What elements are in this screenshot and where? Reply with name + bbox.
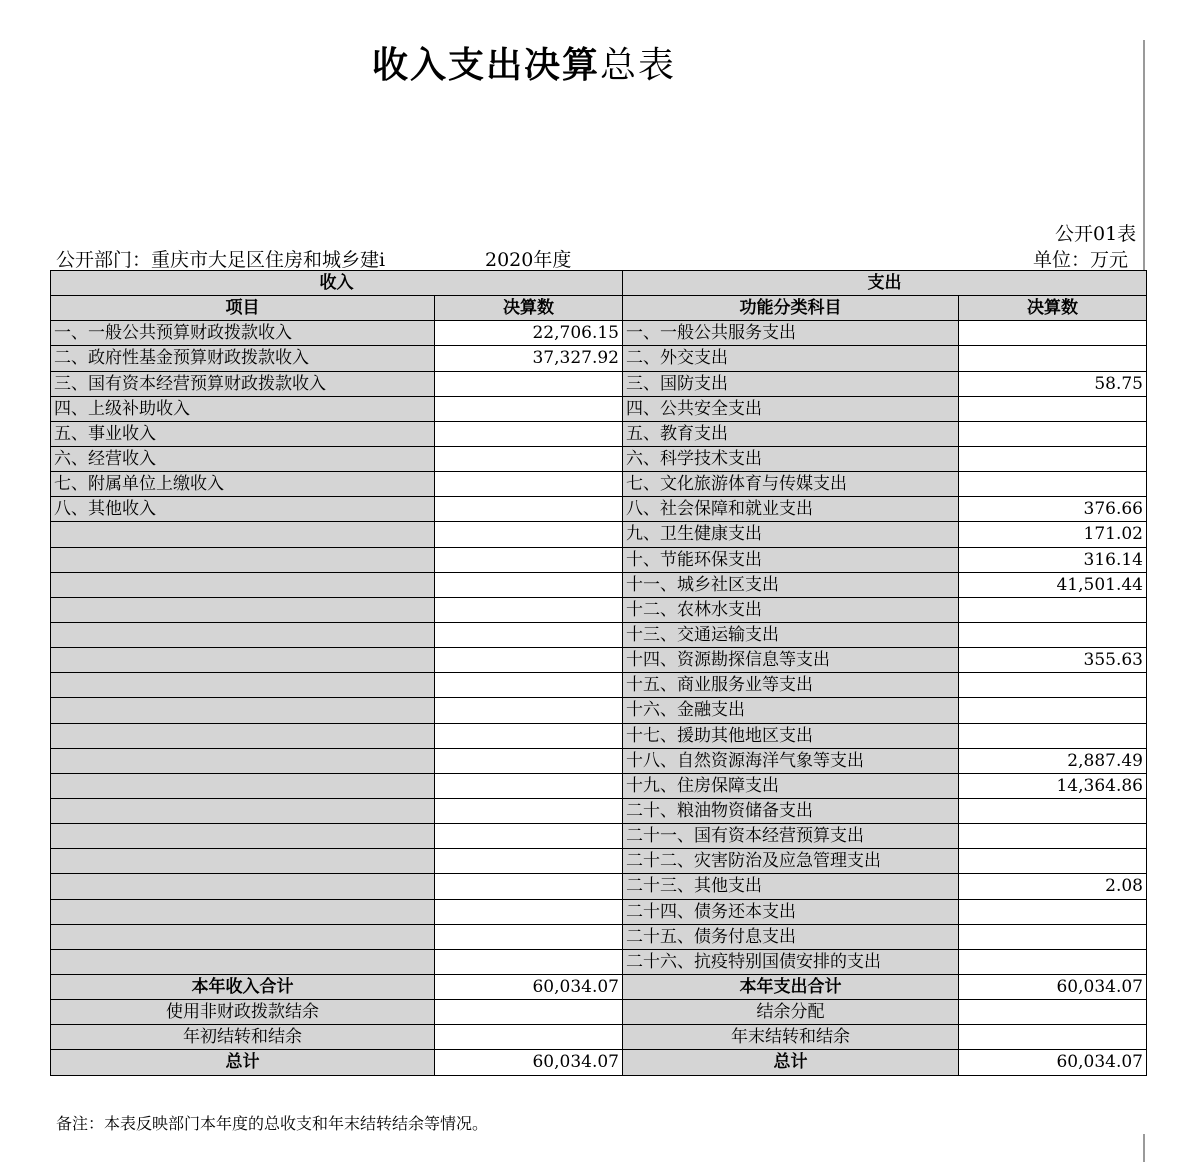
summary-income-amount: 60,034.07 — [435, 974, 623, 999]
income-item — [51, 773, 435, 798]
footnote: 备注：本表反映部门本年度的总收支和年末结转结余等情况。 — [56, 1114, 489, 1133]
table-row — [51, 949, 1147, 974]
expense-item: 八、社会保障和就业支出 — [623, 497, 959, 522]
income-header: 收入 — [51, 271, 623, 296]
table-row — [51, 597, 1147, 622]
summary-row — [51, 1000, 1147, 1025]
table-row — [51, 673, 1147, 698]
table-row — [51, 472, 1147, 497]
table-row — [51, 723, 1147, 748]
expense-amount: 58.75 — [959, 371, 1147, 396]
income-item: 六、经营收入 — [51, 446, 435, 471]
table-row — [51, 773, 1147, 798]
table-row — [51, 874, 1147, 899]
expense-amount: 355.63 — [959, 648, 1147, 673]
expense-item: 十八、自然资源海洋气象等支出 — [623, 748, 959, 773]
income-amount — [435, 446, 623, 471]
table-row — [51, 371, 1147, 396]
income-amount — [435, 622, 623, 647]
unit-label: 单位：万元 — [1033, 249, 1129, 271]
expense-amount — [959, 421, 1147, 446]
expense-amount — [959, 472, 1147, 497]
income-item: 五、事业收入 — [51, 421, 435, 446]
expense-item: 十六、金融支出 — [623, 698, 959, 723]
expense-amount: 2.08 — [959, 874, 1147, 899]
col-item-header: 项目 — [51, 296, 435, 321]
income-amount — [435, 773, 623, 798]
expense-item: 二十五、债务付息支出 — [623, 924, 959, 949]
right-margin-line-bottom — [1143, 1134, 1145, 1162]
expense-item: 二十二、灾害防治及应急管理支出 — [623, 849, 959, 874]
expense-item: 十七、援助其他地区支出 — [623, 723, 959, 748]
income-amount — [435, 849, 623, 874]
expense-amount — [959, 949, 1147, 974]
income-amount — [435, 924, 623, 949]
income-item — [51, 824, 435, 849]
expense-amount — [959, 446, 1147, 471]
table-row — [51, 622, 1147, 647]
expense-item: 七、文化旅游体育与传媒支出 — [623, 472, 959, 497]
expense-item: 三、国防支出 — [623, 371, 959, 396]
income-amount — [435, 824, 623, 849]
income-amount — [435, 547, 623, 572]
expense-item: 二十三、其他支出 — [623, 874, 959, 899]
summary-expense-amount: 60,034.07 — [959, 1050, 1147, 1075]
expense-item: 二十、粮油物资储备支出 — [623, 798, 959, 823]
expense-amount — [959, 824, 1147, 849]
expense-amount — [959, 899, 1147, 924]
expense-amount: 14,364.86 — [959, 773, 1147, 798]
expense-amount — [959, 346, 1147, 371]
income-amount: 37,327.92 — [435, 346, 623, 371]
table-row — [51, 798, 1147, 823]
expense-amount — [959, 924, 1147, 949]
department-label: 公开部门：重庆市大足区住房和城乡建i — [56, 249, 386, 271]
income-item: 三、国有资本经营预算财政拨款收入 — [51, 371, 435, 396]
income-amount — [435, 572, 623, 597]
summary-expense-label: 总计 — [623, 1050, 959, 1075]
income-item — [51, 572, 435, 597]
table-row — [51, 522, 1147, 547]
summary-row — [51, 1025, 1147, 1050]
income-item — [51, 698, 435, 723]
col-func-header: 功能分类科目 — [623, 296, 959, 321]
expense-amount — [959, 622, 1147, 647]
summary-expense-amount — [959, 1025, 1147, 1050]
table-row — [51, 924, 1147, 949]
summary-row — [51, 974, 1147, 999]
expense-item: 十三、交通运输支出 — [623, 622, 959, 647]
income-item — [51, 622, 435, 647]
income-amount — [435, 396, 623, 421]
expense-amount — [959, 321, 1147, 346]
income-item — [51, 924, 435, 949]
expense-amount — [959, 396, 1147, 421]
summary-expense-label: 结余分配 — [623, 1000, 959, 1025]
budget-table — [50, 270, 1147, 1076]
income-amount — [435, 899, 623, 924]
title-normal: 总表 — [600, 45, 677, 86]
fiscal-year: 2020年度 — [485, 249, 572, 271]
table-row — [51, 648, 1147, 673]
expense-item: 二十一、国有资本经营预算支出 — [623, 824, 959, 849]
table-row — [51, 899, 1147, 924]
table-row — [51, 572, 1147, 597]
table-row — [51, 698, 1147, 723]
income-item — [51, 673, 435, 698]
expense-item: 十二、农林水支出 — [623, 597, 959, 622]
expense-item: 十一、城乡社区支出 — [623, 572, 959, 597]
expense-item: 十九、住房保障支出 — [623, 773, 959, 798]
summary-income-label: 本年收入合计 — [51, 974, 435, 999]
summary-expense-amount — [959, 1000, 1147, 1025]
income-item — [51, 849, 435, 874]
income-item — [51, 874, 435, 899]
expense-amount: 376.66 — [959, 497, 1147, 522]
expense-amount: 171.02 — [959, 522, 1147, 547]
expense-item: 二十四、债务还本支出 — [623, 899, 959, 924]
income-item: 四、上级补助收入 — [51, 396, 435, 421]
column-header-row — [51, 296, 1147, 321]
expense-item: 十五、商业服务业等支出 — [623, 673, 959, 698]
expense-header: 支出 — [623, 271, 1147, 296]
income-item: 八、其他收入 — [51, 497, 435, 522]
summary-income-amount: 60,034.07 — [435, 1050, 623, 1075]
expense-item: 十四、资源勘探信息等支出 — [623, 648, 959, 673]
income-amount — [435, 371, 623, 396]
table-row — [51, 321, 1147, 346]
expense-item: 六、科学技术支出 — [623, 446, 959, 471]
summary-expense-amount: 60,034.07 — [959, 974, 1147, 999]
income-amount — [435, 497, 623, 522]
income-item — [51, 949, 435, 974]
income-amount — [435, 698, 623, 723]
col-amount2-header: 决算数 — [959, 296, 1147, 321]
income-amount: 22,706.15 — [435, 321, 623, 346]
table-row — [51, 824, 1147, 849]
table-row — [51, 346, 1147, 371]
income-amount — [435, 597, 623, 622]
expense-item: 二、外交支出 — [623, 346, 959, 371]
income-amount — [435, 421, 623, 446]
expense-item: 二十六、抗疫特别国债安排的支出 — [623, 949, 959, 974]
income-item — [51, 748, 435, 773]
income-item: 七、附属单位上缴收入 — [51, 472, 435, 497]
income-item — [51, 597, 435, 622]
expense-item: 十、节能环保支出 — [623, 547, 959, 572]
expense-amount — [959, 698, 1147, 723]
income-amount — [435, 472, 623, 497]
income-item — [51, 899, 435, 924]
income-item — [51, 648, 435, 673]
table-row — [51, 497, 1147, 522]
col-amount-header: 决算数 — [435, 296, 623, 321]
summary-income-label: 使用非财政拨款结余 — [51, 1000, 435, 1025]
income-item — [51, 723, 435, 748]
income-amount — [435, 673, 623, 698]
expense-amount: 41,501.44 — [959, 572, 1147, 597]
title-bold: 收入支出决算 — [372, 44, 601, 86]
right-margin-line — [1143, 40, 1145, 272]
page-title — [372, 40, 676, 90]
summary-expense-label: 本年支出合计 — [623, 974, 959, 999]
income-amount — [435, 798, 623, 823]
income-amount — [435, 723, 623, 748]
expense-item: 四、公共安全支出 — [623, 396, 959, 421]
income-amount — [435, 949, 623, 974]
table-row — [51, 446, 1147, 471]
income-item — [51, 798, 435, 823]
expense-item: 五、教育支出 — [623, 421, 959, 446]
expense-amount — [959, 849, 1147, 874]
income-item: 一、一般公共预算财政拨款收入 — [51, 321, 435, 346]
form-number: 公开01表 — [1055, 223, 1137, 245]
expense-amount — [959, 673, 1147, 698]
income-amount — [435, 874, 623, 899]
expense-amount: 2,887.49 — [959, 748, 1147, 773]
expense-amount: 316.14 — [959, 547, 1147, 572]
section-header-row — [51, 271, 1147, 296]
table-row — [51, 748, 1147, 773]
income-item — [51, 522, 435, 547]
income-amount — [435, 648, 623, 673]
summary-expense-label: 年末结转和结余 — [623, 1025, 959, 1050]
income-item: 二、政府性基金预算财政拨款收入 — [51, 346, 435, 371]
expense-amount — [959, 597, 1147, 622]
summary-income-label: 总计 — [51, 1050, 435, 1075]
table-row — [51, 547, 1147, 572]
table-row — [51, 849, 1147, 874]
summary-row — [51, 1050, 1147, 1075]
expense-item: 一、一般公共服务支出 — [623, 321, 959, 346]
expense-amount — [959, 723, 1147, 748]
income-amount — [435, 748, 623, 773]
income-item — [51, 547, 435, 572]
table-row — [51, 421, 1147, 446]
table-row — [51, 396, 1147, 421]
summary-income-amount — [435, 1025, 623, 1050]
expense-amount — [959, 798, 1147, 823]
summary-income-label: 年初结转和结余 — [51, 1025, 435, 1050]
summary-income-amount — [435, 1000, 623, 1025]
expense-item: 九、卫生健康支出 — [623, 522, 959, 547]
income-amount — [435, 522, 623, 547]
